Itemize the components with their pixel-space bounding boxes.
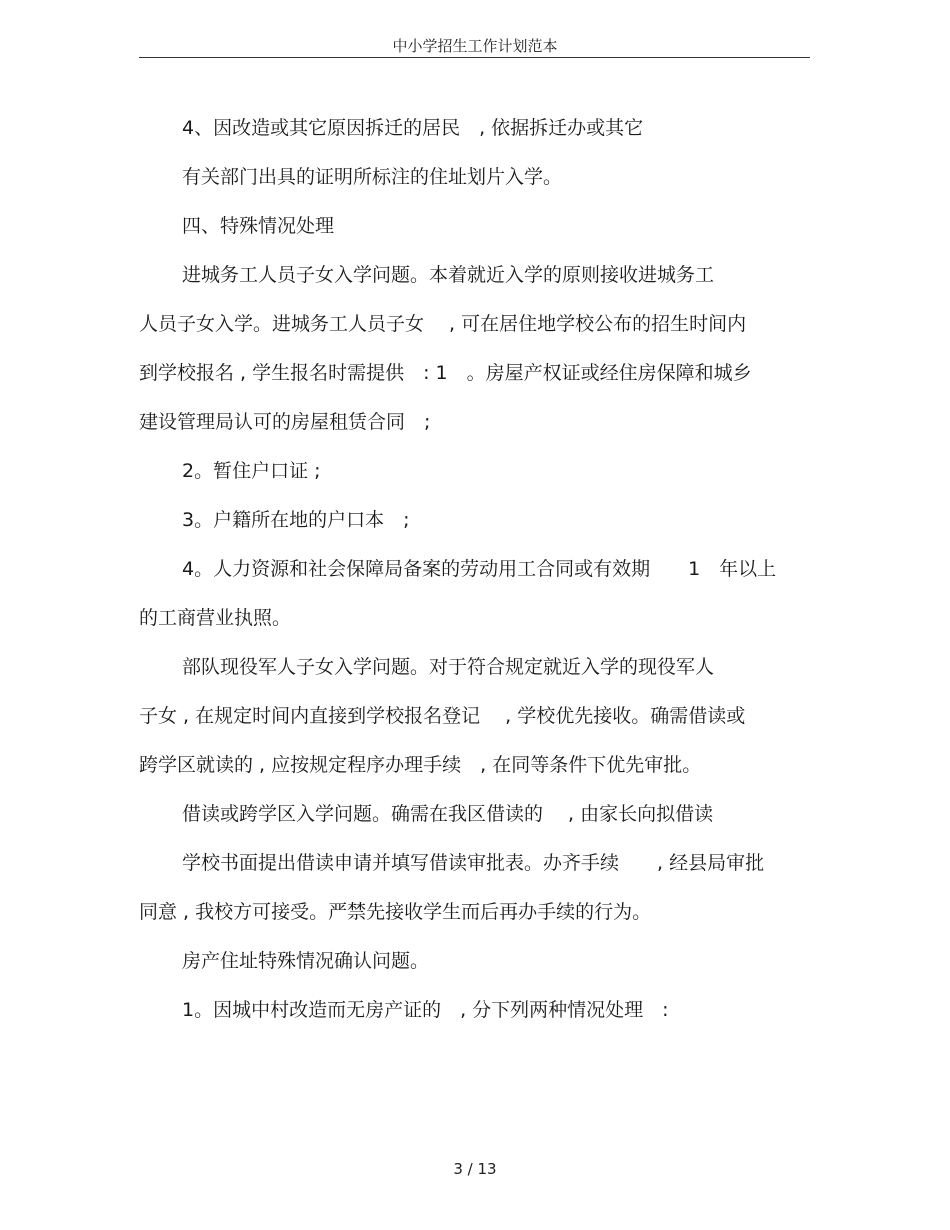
page-number: 3 / 13 — [453, 1160, 497, 1178]
text-line: 四、特殊情况处理 — [182, 215, 335, 237]
text-line: 进城务工人员子女入学问题。本着就近入学的原则接收进城务工 — [182, 264, 715, 286]
text-line: 子女 , 在规定时间内直接到学校报名登记 , 学校优先接收。确需借读或 — [139, 705, 746, 727]
text-line: 有关部门出具的证明所标注的住址划片入学。 — [182, 166, 563, 188]
page-header-title: 中小学招生工作计划范本 — [392, 37, 558, 55]
document-body — [139, 114, 819, 1045]
text-line: 部队现役军人子女入学问题。对于符合规定就近入学的现役军人 — [182, 656, 715, 678]
text-line: 跨学区就读的 , 应按规定程序办理手续 , 在同等条件下优先审批。 — [139, 754, 702, 776]
text-line: 同意 , 我校方可接受。严禁先接收学生而后再办手续的行为。 — [139, 901, 652, 923]
text-line: 人员子女入学。进城务工人员子女 , 可在居住地学校公布的招生时间内 — [139, 313, 747, 335]
text-line: 借读或跨学区入学问题。确需在我区借读的 , 由家长向拟借读 — [182, 803, 714, 825]
text-line: 4。人力资源和社会保障局备案的劳动用工合同或有效期 1 年以上 — [182, 558, 777, 580]
text-line: 建设管理局认可的房屋租赁合同 ; — [139, 411, 431, 433]
text-line: 3。户籍所在地的户口本 ; — [182, 509, 410, 531]
text-line: 学校书面提出借读申请并填写借读审批表。办齐手续 , 经县局审批 — [182, 852, 765, 874]
text-line: 的工商营业执照。 — [139, 607, 292, 629]
text-line: 1。因城中村改造而无房产证的 , 分下列两种情况处理 : — [182, 999, 669, 1021]
header-divider — [139, 57, 810, 58]
text-line: 房产住址特殊情况确认问题。 — [182, 950, 430, 972]
text-line: 2。暂住户口证 ; — [182, 460, 321, 482]
text-line: 4、因改造或其它原因拆迁的居民 , 依据拆迁办或其它 — [182, 117, 644, 139]
text-line: 到学校报名 , 学生报名时需提供 : 1 。房屋产权证或经住房保障和城乡 — [139, 362, 752, 384]
